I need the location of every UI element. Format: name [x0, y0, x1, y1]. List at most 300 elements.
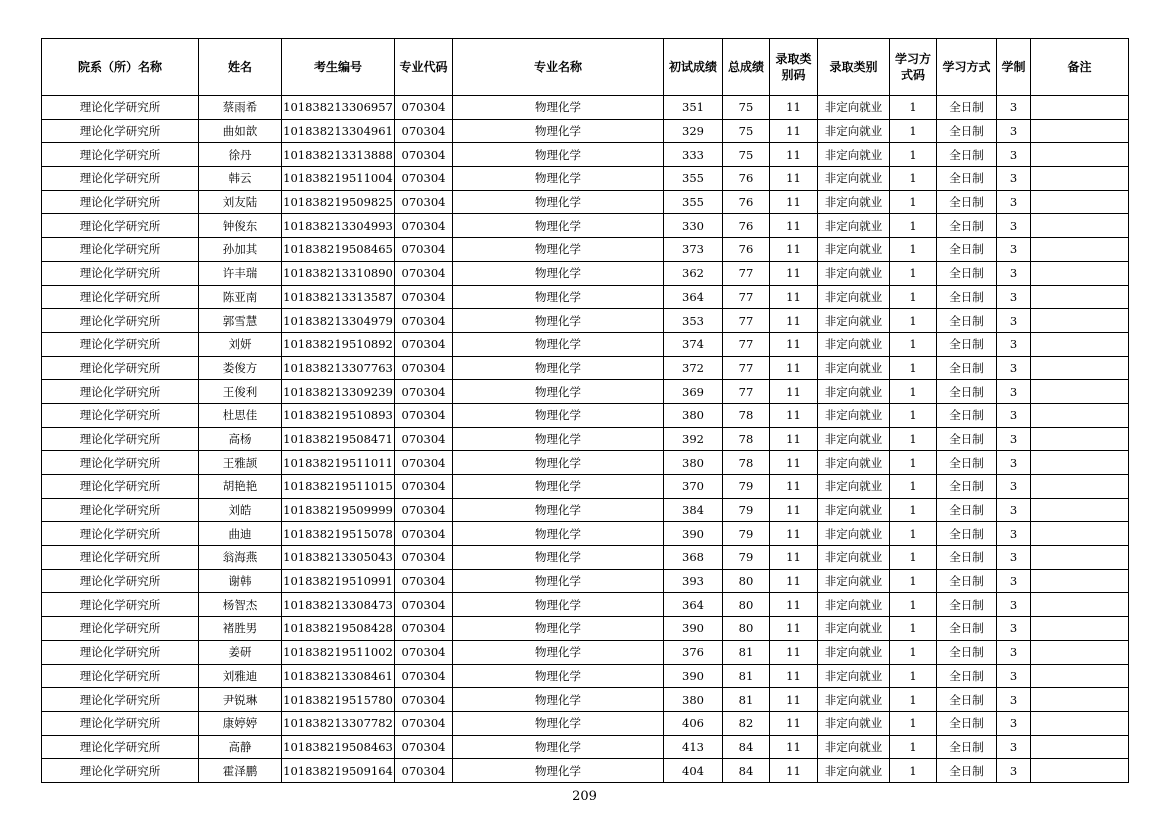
cell-study-mode: 全日制 [937, 285, 997, 309]
cell-total-score: 77 [723, 356, 770, 380]
cell-duration: 3 [997, 261, 1031, 285]
cell-major-name: 物理化学 [453, 119, 664, 143]
cell-exam-id: 101838213308473 [282, 593, 395, 617]
cell-total-score: 81 [723, 664, 770, 688]
cell-total-score: 82 [723, 711, 770, 735]
cell-prelim-score: 355 [664, 190, 723, 214]
table-row [42, 96, 1129, 120]
cell-duration: 3 [997, 546, 1031, 570]
table-row [42, 403, 1129, 427]
cell-dept: 理论化学研究所 [42, 569, 199, 593]
cell-major-code: 070304 [395, 451, 453, 475]
table-row [42, 190, 1129, 214]
cell-prelim-score: 362 [664, 261, 723, 285]
cell-remarks [1031, 475, 1129, 499]
cell-duration: 3 [997, 119, 1031, 143]
cell-prelim-score: 374 [664, 332, 723, 356]
cell-exam-id: 101838213304961 [282, 119, 395, 143]
cell-name: 杨智杰 [199, 593, 282, 617]
cell-exam-id: 101838219515078 [282, 522, 395, 546]
cell-name: 翁海燕 [199, 546, 282, 570]
cell-major-name: 物理化学 [453, 593, 664, 617]
cell-study-mode: 全日制 [937, 640, 997, 664]
cell-admit-type-code: 11 [770, 688, 818, 712]
cell-study-mode-code: 1 [890, 261, 937, 285]
cell-name: 陈亚南 [199, 285, 282, 309]
table-header-row [42, 39, 1129, 96]
cell-major-code: 070304 [395, 475, 453, 499]
cell-major-code: 070304 [395, 190, 453, 214]
cell-major-code: 070304 [395, 688, 453, 712]
cell-dept: 理论化学研究所 [42, 427, 199, 451]
cell-exam-id: 101838219511002 [282, 640, 395, 664]
cell-study-mode-code: 1 [890, 119, 937, 143]
cell-total-score: 76 [723, 190, 770, 214]
cell-major-code: 070304 [395, 664, 453, 688]
cell-prelim-score: 390 [664, 664, 723, 688]
cell-major-name: 物理化学 [453, 688, 664, 712]
cell-admit-type: 非定向就业 [818, 735, 890, 759]
cell-major-code: 070304 [395, 403, 453, 427]
cell-dept: 理论化学研究所 [42, 119, 199, 143]
cell-admit-type-code: 11 [770, 617, 818, 641]
cell-exam-id: 101838213307763 [282, 356, 395, 380]
cell-study-mode-code: 1 [890, 688, 937, 712]
cell-exam-id: 101838213313888 [282, 143, 395, 167]
cell-study-mode-code: 1 [890, 427, 937, 451]
cell-prelim-score: 364 [664, 593, 723, 617]
cell-major-name: 物理化学 [453, 617, 664, 641]
table-row [42, 238, 1129, 262]
cell-admit-type-code: 11 [770, 190, 818, 214]
cell-admit-type-code: 11 [770, 403, 818, 427]
cell-major-code: 070304 [395, 309, 453, 333]
cell-admit-type-code: 11 [770, 96, 818, 120]
cell-remarks [1031, 309, 1129, 333]
cell-major-code: 070304 [395, 569, 453, 593]
cell-admit-type: 非定向就业 [818, 522, 890, 546]
cell-prelim-score: 355 [664, 167, 723, 191]
cell-major-name: 物理化学 [453, 238, 664, 262]
cell-remarks [1031, 759, 1129, 783]
cell-dept: 理论化学研究所 [42, 190, 199, 214]
cell-prelim-score: 390 [664, 617, 723, 641]
cell-prelim-score: 406 [664, 711, 723, 735]
cell-name: 刘妍 [199, 332, 282, 356]
cell-remarks [1031, 261, 1129, 285]
cell-admit-type: 非定向就业 [818, 356, 890, 380]
cell-exam-id: 101838219508428 [282, 617, 395, 641]
column-header-exam-id: 考生编号 [282, 39, 395, 96]
cell-study-mode-code: 1 [890, 356, 937, 380]
cell-total-score: 79 [723, 498, 770, 522]
cell-major-name: 物理化学 [453, 214, 664, 238]
cell-dept: 理论化学研究所 [42, 475, 199, 499]
cell-dept: 理论化学研究所 [42, 143, 199, 167]
cell-admit-type-code: 11 [770, 285, 818, 309]
cell-dept: 理论化学研究所 [42, 167, 199, 191]
cell-study-mode: 全日制 [937, 664, 997, 688]
cell-study-mode-code: 1 [890, 451, 937, 475]
cell-remarks [1031, 711, 1129, 735]
cell-study-mode: 全日制 [937, 96, 997, 120]
table-row [42, 688, 1129, 712]
cell-admit-type: 非定向就业 [818, 546, 890, 570]
table-row [42, 451, 1129, 475]
cell-remarks [1031, 190, 1129, 214]
column-header-prelim-score: 初试成绩 [664, 39, 723, 96]
cell-dept: 理论化学研究所 [42, 735, 199, 759]
cell-study-mode: 全日制 [937, 735, 997, 759]
page-number: 209 [572, 789, 597, 804]
cell-major-name: 物理化学 [453, 569, 664, 593]
column-header-major-name: 专业名称 [453, 39, 664, 96]
cell-remarks [1031, 522, 1129, 546]
cell-study-mode: 全日制 [937, 356, 997, 380]
cell-prelim-score: 404 [664, 759, 723, 783]
cell-remarks [1031, 427, 1129, 451]
cell-major-name: 物理化学 [453, 190, 664, 214]
cell-admit-type: 非定向就业 [818, 593, 890, 617]
column-header-dept: 院系（所）名称 [42, 39, 199, 96]
cell-remarks [1031, 96, 1129, 120]
cell-prelim-score: 372 [664, 356, 723, 380]
cell-dept: 理论化学研究所 [42, 617, 199, 641]
cell-name: 康婷婷 [199, 711, 282, 735]
table-row [42, 569, 1129, 593]
cell-major-code: 070304 [395, 735, 453, 759]
cell-study-mode-code: 1 [890, 475, 937, 499]
cell-admit-type-code: 11 [770, 451, 818, 475]
cell-duration: 3 [997, 238, 1031, 262]
cell-admit-type: 非定向就业 [818, 332, 890, 356]
cell-prelim-score: 369 [664, 380, 723, 404]
cell-name: 曲如歆 [199, 119, 282, 143]
cell-major-code: 070304 [395, 640, 453, 664]
cell-dept: 理论化学研究所 [42, 688, 199, 712]
cell-dept: 理论化学研究所 [42, 640, 199, 664]
cell-admit-type-code: 11 [770, 309, 818, 333]
cell-remarks [1031, 238, 1129, 262]
cell-major-code: 070304 [395, 546, 453, 570]
table-row [42, 593, 1129, 617]
cell-name: 褚胜男 [199, 617, 282, 641]
cell-prelim-score: 329 [664, 119, 723, 143]
cell-study-mode-code: 1 [890, 332, 937, 356]
table-row [42, 261, 1129, 285]
cell-admit-type-code: 11 [770, 332, 818, 356]
cell-dept: 理论化学研究所 [42, 332, 199, 356]
cell-admit-type-code: 11 [770, 214, 818, 238]
cell-exam-id: 101838213306957 [282, 96, 395, 120]
cell-admit-type: 非定向就业 [818, 664, 890, 688]
cell-duration: 3 [997, 380, 1031, 404]
column-header-name: 姓名 [199, 39, 282, 96]
table-row [42, 119, 1129, 143]
cell-study-mode: 全日制 [937, 238, 997, 262]
cell-exam-id: 101838213310890 [282, 261, 395, 285]
cell-remarks [1031, 167, 1129, 191]
cell-dept: 理论化学研究所 [42, 711, 199, 735]
cell-dept: 理论化学研究所 [42, 664, 199, 688]
cell-admit-type: 非定向就业 [818, 711, 890, 735]
cell-major-name: 物理化学 [453, 285, 664, 309]
cell-total-score: 79 [723, 522, 770, 546]
cell-study-mode-code: 1 [890, 711, 937, 735]
cell-dept: 理论化学研究所 [42, 261, 199, 285]
cell-exam-id: 101838219509999 [282, 498, 395, 522]
cell-exam-id: 101838213307782 [282, 711, 395, 735]
cell-admit-type: 非定向就业 [818, 498, 890, 522]
cell-name: 蔡雨希 [199, 96, 282, 120]
cell-study-mode: 全日制 [937, 688, 997, 712]
cell-major-code: 070304 [395, 143, 453, 167]
cell-total-score: 81 [723, 640, 770, 664]
cell-name: 王俊利 [199, 380, 282, 404]
cell-duration: 3 [997, 475, 1031, 499]
cell-duration: 3 [997, 356, 1031, 380]
cell-major-name: 物理化学 [453, 96, 664, 120]
cell-admit-type-code: 11 [770, 380, 818, 404]
cell-study-mode-code: 1 [890, 593, 937, 617]
table-row [42, 332, 1129, 356]
cell-study-mode: 全日制 [937, 522, 997, 546]
cell-study-mode: 全日制 [937, 759, 997, 783]
table-row [42, 664, 1129, 688]
cell-duration: 3 [997, 688, 1031, 712]
cell-name: 刘皓 [199, 498, 282, 522]
cell-dept: 理论化学研究所 [42, 498, 199, 522]
cell-prelim-score: 333 [664, 143, 723, 167]
cell-total-score: 77 [723, 261, 770, 285]
cell-study-mode: 全日制 [937, 427, 997, 451]
cell-major-name: 物理化学 [453, 664, 664, 688]
cell-dept: 理论化学研究所 [42, 403, 199, 427]
table-row [42, 759, 1129, 783]
cell-study-mode: 全日制 [937, 711, 997, 735]
cell-admit-type: 非定向就业 [818, 285, 890, 309]
cell-remarks [1031, 617, 1129, 641]
cell-prelim-score: 373 [664, 238, 723, 262]
cell-duration: 3 [997, 569, 1031, 593]
cell-study-mode-code: 1 [890, 403, 937, 427]
cell-admit-type-code: 11 [770, 119, 818, 143]
cell-admit-type: 非定向就业 [818, 96, 890, 120]
table-row [42, 167, 1129, 191]
cell-major-name: 物理化学 [453, 640, 664, 664]
table-row [42, 214, 1129, 238]
column-header-total-score: 总成绩 [723, 39, 770, 96]
cell-major-code: 070304 [395, 380, 453, 404]
table-row [42, 735, 1129, 759]
cell-exam-id: 101838219508463 [282, 735, 395, 759]
cell-duration: 3 [997, 190, 1031, 214]
cell-name: 谢韩 [199, 569, 282, 593]
cell-major-code: 070304 [395, 119, 453, 143]
cell-total-score: 80 [723, 617, 770, 641]
table-row [42, 309, 1129, 333]
cell-remarks [1031, 143, 1129, 167]
cell-admit-type-code: 11 [770, 759, 818, 783]
cell-duration: 3 [997, 664, 1031, 688]
column-header-duration: 学制 [997, 39, 1031, 96]
cell-study-mode: 全日制 [937, 332, 997, 356]
cell-prelim-score: 380 [664, 688, 723, 712]
cell-duration: 3 [997, 735, 1031, 759]
cell-name: 高静 [199, 735, 282, 759]
cell-total-score: 81 [723, 688, 770, 712]
cell-prelim-score: 330 [664, 214, 723, 238]
cell-study-mode: 全日制 [937, 617, 997, 641]
table-row [42, 617, 1129, 641]
cell-duration: 3 [997, 451, 1031, 475]
cell-total-score: 75 [723, 119, 770, 143]
cell-remarks [1031, 403, 1129, 427]
cell-study-mode: 全日制 [937, 380, 997, 404]
cell-duration: 3 [997, 309, 1031, 333]
cell-admit-type-code: 11 [770, 167, 818, 191]
column-header-study-mode: 学习方式 [937, 39, 997, 96]
cell-name: 高杨 [199, 427, 282, 451]
cell-remarks [1031, 735, 1129, 759]
cell-study-mode-code: 1 [890, 569, 937, 593]
cell-duration: 3 [997, 711, 1031, 735]
cell-major-name: 物理化学 [453, 356, 664, 380]
cell-admit-type: 非定向就业 [818, 403, 890, 427]
cell-study-mode-code: 1 [890, 664, 937, 688]
cell-remarks [1031, 380, 1129, 404]
cell-study-mode: 全日制 [937, 498, 997, 522]
cell-total-score: 84 [723, 759, 770, 783]
cell-total-score: 77 [723, 332, 770, 356]
cell-admit-type: 非定向就业 [818, 119, 890, 143]
cell-exam-id: 101838219510893 [282, 403, 395, 427]
cell-prelim-score: 384 [664, 498, 723, 522]
cell-admit-type-code: 11 [770, 498, 818, 522]
cell-name: 姜研 [199, 640, 282, 664]
cell-total-score: 78 [723, 451, 770, 475]
cell-name: 韩云 [199, 167, 282, 191]
cell-major-code: 070304 [395, 711, 453, 735]
cell-major-name: 物理化学 [453, 380, 664, 404]
cell-admit-type-code: 11 [770, 427, 818, 451]
cell-remarks [1031, 664, 1129, 688]
cell-admit-type-code: 11 [770, 261, 818, 285]
cell-duration: 3 [997, 640, 1031, 664]
cell-admit-type: 非定向就业 [818, 309, 890, 333]
cell-total-score: 77 [723, 285, 770, 309]
cell-remarks [1031, 119, 1129, 143]
cell-exam-id: 101838213304993 [282, 214, 395, 238]
cell-name: 尹锐琳 [199, 688, 282, 712]
cell-exam-id: 101838213309239 [282, 380, 395, 404]
cell-name: 霍泽鹏 [199, 759, 282, 783]
cell-admit-type: 非定向就业 [818, 143, 890, 167]
cell-study-mode: 全日制 [937, 569, 997, 593]
cell-study-mode-code: 1 [890, 214, 937, 238]
cell-prelim-score: 380 [664, 451, 723, 475]
cell-study-mode-code: 1 [890, 735, 937, 759]
cell-name: 刘雅迪 [199, 664, 282, 688]
cell-dept: 理论化学研究所 [42, 380, 199, 404]
cell-duration: 3 [997, 96, 1031, 120]
cell-major-code: 070304 [395, 356, 453, 380]
cell-study-mode-code: 1 [890, 498, 937, 522]
cell-major-name: 物理化学 [453, 546, 664, 570]
cell-duration: 3 [997, 214, 1031, 238]
cell-exam-id: 101838219509825 [282, 190, 395, 214]
cell-remarks [1031, 688, 1129, 712]
cell-major-name: 物理化学 [453, 451, 664, 475]
cell-major-name: 物理化学 [453, 143, 664, 167]
cell-total-score: 80 [723, 569, 770, 593]
cell-study-mode-code: 1 [890, 238, 937, 262]
cell-prelim-score: 370 [664, 475, 723, 499]
cell-prelim-score: 364 [664, 285, 723, 309]
cell-dept: 理论化学研究所 [42, 96, 199, 120]
cell-total-score: 77 [723, 309, 770, 333]
column-header-study-mode-code: 学习方式码 [890, 39, 937, 96]
cell-prelim-score: 392 [664, 427, 723, 451]
cell-major-name: 物理化学 [453, 332, 664, 356]
table-row [42, 143, 1129, 167]
cell-name: 杜思佳 [199, 403, 282, 427]
table-row [42, 522, 1129, 546]
cell-exam-id: 101838219508471 [282, 427, 395, 451]
cell-dept: 理论化学研究所 [42, 593, 199, 617]
cell-study-mode-code: 1 [890, 522, 937, 546]
cell-prelim-score: 413 [664, 735, 723, 759]
cell-study-mode-code: 1 [890, 546, 937, 570]
column-header-remarks: 备注 [1031, 39, 1129, 96]
cell-name: 刘友陆 [199, 190, 282, 214]
cell-remarks [1031, 332, 1129, 356]
table-row [42, 546, 1129, 570]
cell-dept: 理论化学研究所 [42, 356, 199, 380]
column-header-major-code: 专业代码 [395, 39, 453, 96]
cell-duration: 3 [997, 332, 1031, 356]
cell-exam-id: 101838219508465 [282, 238, 395, 262]
cell-study-mode: 全日制 [937, 451, 997, 475]
cell-admit-type: 非定向就业 [818, 688, 890, 712]
cell-remarks [1031, 569, 1129, 593]
cell-major-code: 070304 [395, 238, 453, 262]
cell-duration: 3 [997, 498, 1031, 522]
cell-total-score: 76 [723, 167, 770, 191]
cell-dept: 理论化学研究所 [42, 522, 199, 546]
cell-major-code: 070304 [395, 427, 453, 451]
cell-prelim-score: 390 [664, 522, 723, 546]
cell-name: 曲迪 [199, 522, 282, 546]
cell-major-code: 070304 [395, 759, 453, 783]
cell-study-mode: 全日制 [937, 167, 997, 191]
cell-admit-type: 非定向就业 [818, 380, 890, 404]
cell-dept: 理论化学研究所 [42, 309, 199, 333]
cell-admit-type: 非定向就业 [818, 427, 890, 451]
cell-major-name: 物理化学 [453, 759, 664, 783]
cell-duration: 3 [997, 167, 1031, 191]
cell-major-name: 物理化学 [453, 735, 664, 759]
cell-exam-id: 101838219511015 [282, 475, 395, 499]
cell-major-code: 070304 [395, 617, 453, 641]
cell-major-code: 070304 [395, 332, 453, 356]
cell-admit-type: 非定向就业 [818, 167, 890, 191]
cell-admit-type: 非定向就业 [818, 640, 890, 664]
cell-admit-type: 非定向就业 [818, 569, 890, 593]
cell-total-score: 75 [723, 143, 770, 167]
cell-major-name: 物理化学 [453, 309, 664, 333]
cell-total-score: 78 [723, 427, 770, 451]
